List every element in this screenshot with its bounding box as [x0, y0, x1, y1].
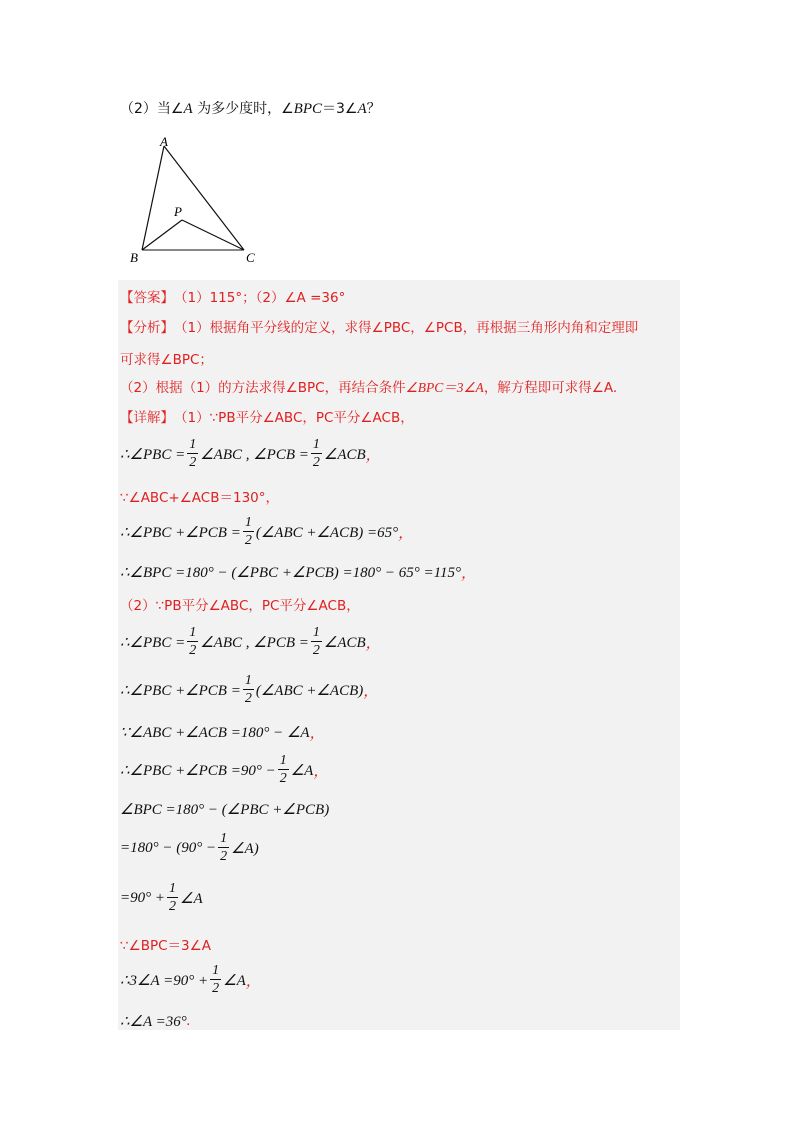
label-p: P	[174, 204, 182, 219]
detail-line-1: 【详解】 （1）∵PB平分∠ABC，PC平分∠ACB，	[120, 410, 414, 426]
fraction-half: $\frac{1}{2}$	[279, 753, 287, 786]
question-text: （2）当∠A 为多少度时，∠BPC＝3∠A？	[120, 101, 381, 117]
fraction-half: $\frac{1}{2}$	[312, 625, 320, 658]
fraction-half: $\frac{1}{2}$	[312, 437, 320, 470]
detail-line-11: ∠BPC =180° − (∠PBC +∠PCB)	[120, 802, 330, 818]
detail-line-5: ∴∠BPC =180° − (∠PBC +∠PCB) =180° − 65° =115° ，	[120, 565, 476, 582]
label-c: C	[246, 250, 255, 265]
fraction-half: $\frac{1}{2}$	[169, 881, 176, 914]
segment-cp	[182, 220, 244, 250]
detail-line-15: ∴3∠A =90° + $\frac{1}{2}$ ∠A ，	[120, 963, 261, 996]
fraction-half: $\frac{1}{2}$	[212, 963, 220, 996]
detail-line-2: ∴∠PBC = $\frac{1}{2}$ ∠ABC , ∠PCB = $\frac{1}{2}$ ∠ACB ，	[120, 437, 381, 470]
fraction-half: $\frac{1}{2}$	[244, 673, 252, 706]
detail-line-3: ∵∠ABC+∠ACB＝130° ，	[120, 490, 279, 506]
answer-line: 【答案】 （1）115°；（2）∠A =36°	[120, 290, 346, 306]
analysis-line-2: 可求得∠BPC；	[120, 352, 213, 368]
segment-ab	[142, 146, 164, 250]
fraction-half: $\frac{1}{2}$	[244, 515, 252, 548]
analysis-line-1: 【分析】 （1）根据角平分线的定义，求得∠PBC，∠PCB，再根据三角形内角和定理即	[120, 320, 639, 336]
detail-line-16: ∴∠A =36° .	[120, 1013, 191, 1030]
detail-line-4: ∴∠PBC +∠PCB = $\frac{1}{2}$ (∠ABC +∠ACB) =65° ，	[120, 515, 414, 548]
triangle-figure	[126, 132, 266, 272]
fraction-half: $\frac{1}{2}$	[189, 625, 197, 658]
detail-line-12: =180° − (90° − $\frac{1}{2}$ ∠A)	[120, 831, 259, 864]
detail-line-6: （2）∵PB平分∠ABC，PC平分∠ACB，	[120, 598, 360, 614]
analysis-line-3: （2）根据（1）的方法求得∠BPC，再结合条件 ∠BPC＝3∠A ，解方程即可求得∠A.	[120, 380, 618, 396]
detail-line-13: =90° + $\frac{1}{2}$ ∠A	[120, 881, 203, 914]
fraction-half: $\frac{1}{2}$	[189, 437, 197, 470]
label-b: B	[130, 250, 138, 265]
detail-line-14: ∵∠BPC＝3∠A	[120, 938, 211, 954]
detail-line-7: ∴∠PBC = $\frac{1}{2}$ ∠ABC , ∠PCB = $\frac{1}{2}$ ∠ACB ，	[120, 625, 381, 658]
detail-line-9: ∵∠ABC +∠ACB =180° − ∠A ，	[120, 725, 325, 742]
detail-line-10: ∴∠PBC +∠PCB =90° − $\frac{1}{2}$ ∠A ，	[120, 753, 329, 786]
segment-ac	[164, 146, 244, 250]
detail-line-8: ∴∠PBC +∠PCB = $\frac{1}{2}$ (∠ABC +∠ACB) ，	[120, 673, 379, 706]
fraction-half: $\frac{1}{2}$	[220, 831, 228, 864]
label-a: A	[160, 134, 168, 149]
